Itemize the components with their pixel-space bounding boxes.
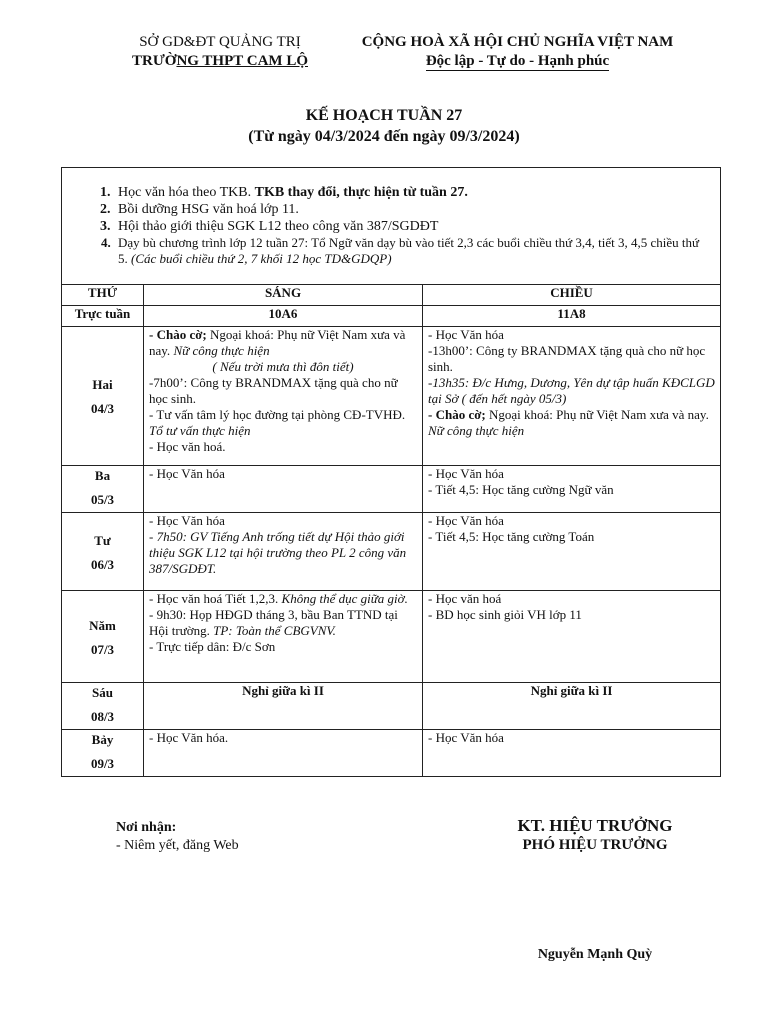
weekly-schedule-table [61, 167, 721, 777]
morning-cell: - Học Văn hóa [144, 466, 423, 513]
afternoon-cell: - Học Văn hóa - Tiết 4,5: Học tăng cường Ngữ văn [423, 466, 721, 513]
note-item: 3. Hội thảo giới thiệu SGK L12 theo công văn 387/SGDĐT [114, 218, 712, 235]
day-cell: Tư 06/3 [62, 513, 144, 591]
plan-date-range: (Từ ngày 04/3/2024 đến ngày 09/3/2024) [248, 128, 520, 145]
day-row-tuesday [62, 466, 721, 513]
note-item: 2. Bồi dưỡng HSG văn hoá lớp 11. [114, 201, 712, 218]
day-row-wednesday [62, 513, 721, 591]
day-cell: Bảy 09/3 [62, 730, 144, 777]
morning-cell: - Chào cờ; Ngoại khoá: Phụ nữ Việt Nam xưa và nay. Nữ công thực hiện ( Nếu trời mưa thì đôn tiết) -7h00’: Công ty BRANDMAX tặng quà cho nữ học sinh. - Tư vấn tâm lý học đường tại phòng CĐ-TVHĐ. Tổ tư vấn thực hiện - Học văn hoá. [144, 327, 423, 466]
national-title: CỘNG HOÀ XÃ HỘI CHỦ NGHĨA VIỆT NAM [361, 34, 674, 50]
recipients-label: Nơi nhận: [116, 820, 177, 835]
day-row-thursday [62, 591, 721, 683]
note-item: 1. Học văn hóa theo TKB. TKB thay đổi, thực hiện từ tuần 27. [114, 184, 712, 201]
afternoon-cell: Nghỉ giữa kì II [423, 683, 721, 730]
morning-cell: - Học Văn hóa - 7h50: GV Tiếng Anh trống tiết dự Hội thảo giới thiệu SGK L12 tại hội trường theo PL 2 công văn 387/SGDĐT. [144, 513, 423, 591]
day-row-friday [62, 683, 721, 730]
recipients-block [116, 819, 239, 855]
col-header-day: THỨ [62, 285, 144, 306]
day-cell: Ba 05/3 [62, 466, 144, 513]
signer-name: Nguyễn Mạnh Quỳ [537, 947, 653, 962]
column-header-row [62, 285, 721, 306]
department-name: SỞ GD&ĐT QUẢNG TRỊ [139, 34, 301, 50]
afternoon-cell: - Học Văn hóa [423, 730, 721, 777]
afternoon-cell: - Học văn hoá - BD học sinh giỏi VH lớp 11 [423, 591, 721, 683]
signature-block [480, 816, 710, 855]
morning-cell: - Học văn hoá Tiết 1,2,3. Không thể dục giữa giờ. - 9h30: Họp HĐGD tháng 3, bầu Ban TTND tại Hội trường. TP: Toàn thể CBGVNV. - Trực tiếp dân: Đ/c Sơn [144, 591, 423, 683]
day-cell: Hai 04/3 [62, 327, 144, 466]
col-header-morning: SÁNG [144, 285, 423, 306]
afternoon-cell: - Học Văn hóa -13h00’: Công ty BRANDMAX tặng quà cho nữ học sinh. -13h35: Đ/c Hưng, Dương, Yên dự tập huấn KĐCLGD tại Sở ( đến hết ngày 05/3) - Chào cờ; Ngoại khoá: Phụ nữ Việt Nam xưa và nay. Nữ công thực hiện [423, 327, 721, 466]
day-cell: Năm 07/3 [62, 591, 144, 683]
national-motto: Độc lập - Tự do - Hạnh phúc [425, 53, 610, 69]
day-cell: Sáu 08/3 [62, 683, 144, 730]
agency-header [100, 33, 340, 71]
notes-row [62, 168, 721, 285]
national-header [330, 33, 705, 71]
duty-afternoon-class: 11A8 [423, 306, 721, 327]
day-row-saturday [62, 730, 721, 777]
afternoon-cell: - Học Văn hóa - Tiết 4,5: Học tăng cường Toán [423, 513, 721, 591]
col-header-afternoon: CHIỀU [423, 285, 721, 306]
plan-title: KẾ HOẠCH TUẦN 27 [305, 107, 463, 124]
note-item: 4. Dạy bù chương trình lớp 12 tuần 27: Tổ Ngữ văn dạy bù vào tiết 2,3 các buổi chiều thứ 3,4, tiết 3, 4,5 chiều thứ 5. (Các buổi chiều thứ 2, 7 khối 12 học TD&GDQP) [114, 235, 712, 267]
duty-morning-class: 10A6 [144, 306, 423, 327]
sign-subtitle: PHÓ HIỆU TRƯỞNG [522, 837, 668, 853]
morning-cell: Nghỉ giữa kì II [144, 683, 423, 730]
general-notes [62, 168, 721, 285]
morning-cell: - Học Văn hóa. [144, 730, 423, 777]
school-name: TRƯỜNG THPT CAM LỘ [132, 53, 308, 69]
duty-row [62, 306, 721, 327]
recipients-item: - Niêm yết, đăng Web [116, 838, 239, 853]
day-row-monday [62, 327, 721, 466]
sign-title: KT. HIỆU TRƯỞNG [517, 816, 673, 835]
duty-label: Trực tuần [62, 306, 144, 327]
